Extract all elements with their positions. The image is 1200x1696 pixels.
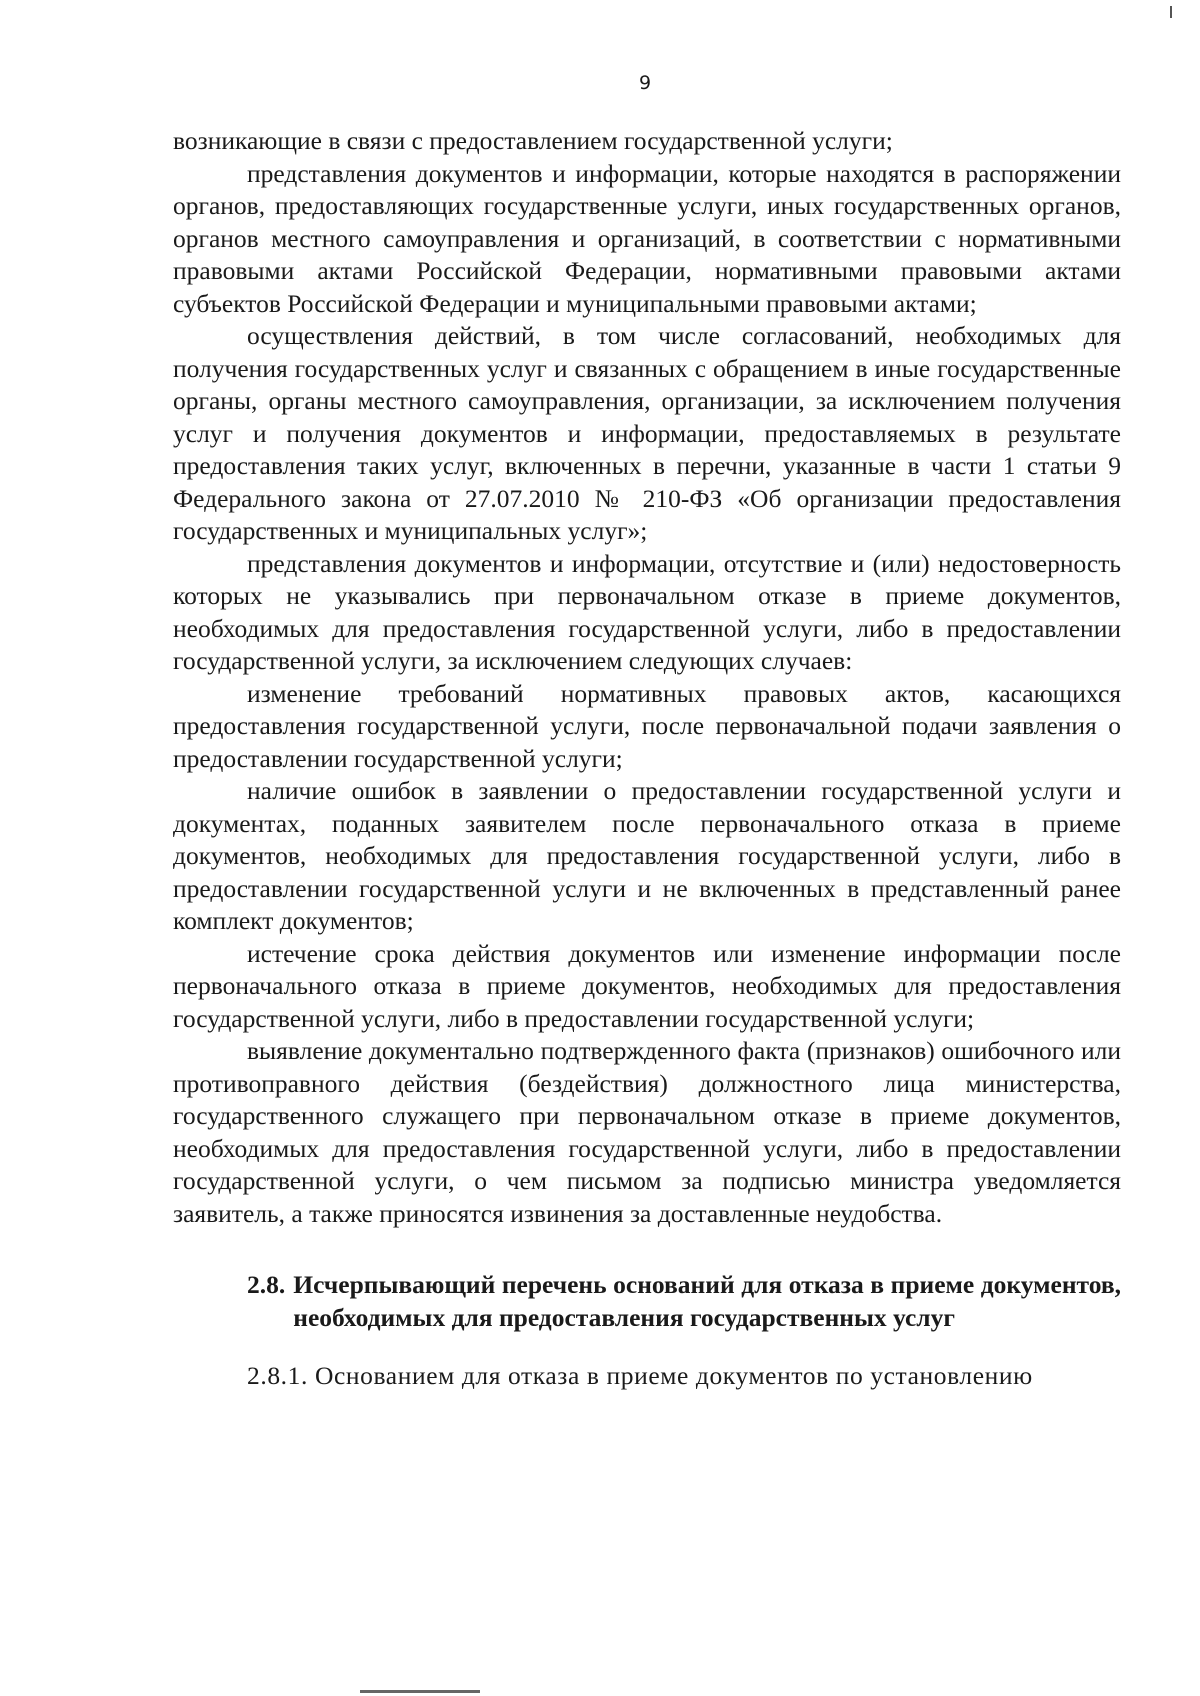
paragraph: осуществления действий, в том числе согласований, необходимых для получения государственных услуг и связанных с обращением в иные государственные органы, органы местного самоуправления, организации, за исключением получения услуг и получения документов и информации, предоставляемых в результате предоставления таких услуг, включенных в перечни, указанные в части 1 статьи 9 Федерального закона от 27.07.2010 № 210-ФЗ «Об организации предоставления государственных и муниципальных услуг»; xyxy=(173,321,1121,545)
page-number: 9 xyxy=(638,72,652,94)
paragraph: возникающие в связи с предоставлением государственной услуги; xyxy=(173,126,893,155)
paragraph: истечение срока действия документов или изменение информации после первоначального отказа в приеме документов, необходимых для предоставления государственной услуги, либо в предоставлении государственной услуги; xyxy=(173,938,1121,1033)
section-number: 2.8. xyxy=(247,1270,286,1299)
paragraph: изменение требований нормативных правовых актов, касающихся предоставления государственной услуги, после первоначальной подачи заявления о предоставлении государственной услуги; xyxy=(173,678,1121,773)
paragraph: наличие ошибок в заявлении о предоставлении государственной услуги и документах, поданных заявителем после первоначального отказа в приеме документов, необходимых для предоставления государственной услуги, либо в предоставлении государственной услуги и не включенных в представленный ранее комплект документов; xyxy=(173,776,1121,935)
paragraph: выявление документально подтвержденного факта (признаков) ошибочного или противоправного действия (бездействия) должностного лица министерства, государственного служащего при первоначальном отказе в приеме документов, необходимых для предоставления государственной услуги, либо в предоставлении государственной услуги, о чем письмом за подписью министра уведомляется заявитель, а также приносятся извинения за доставленные неудобства. xyxy=(173,1036,1121,1228)
section-heading xyxy=(173,1269,1121,1334)
paragraph: 2.8.1. Основанием для отказа в приеме документов по установлению xyxy=(247,1361,1033,1390)
section-title: Исчерпывающий перечень оснований для отказа в приеме документов, необходимых для предоставления государственных услуг xyxy=(293,1270,1121,1332)
scan-mark-bottom xyxy=(360,1690,480,1693)
scan-mark xyxy=(1170,6,1172,18)
paragraph: представления документов и информации, отсутствие и (или) недостоверность которых не указывались при первоначальном отказе в приеме документов, необходимых для предоставления государственной услуги, либо в предоставлении государственной услуги, за исключением следующих случаев: xyxy=(173,548,1121,675)
document-body xyxy=(173,125,1121,1393)
paragraph: представления документов и информации, которые находятся в распоряжении органов, предоставляющих государственные услуги, иных государственных органов, органов местного самоуправления и организаций, в соответствии с нормативными правовыми актами Российской Федерации, нормативными правовыми актами субъектов Российской Федерации и муниципальными правовыми актами; xyxy=(173,158,1121,318)
